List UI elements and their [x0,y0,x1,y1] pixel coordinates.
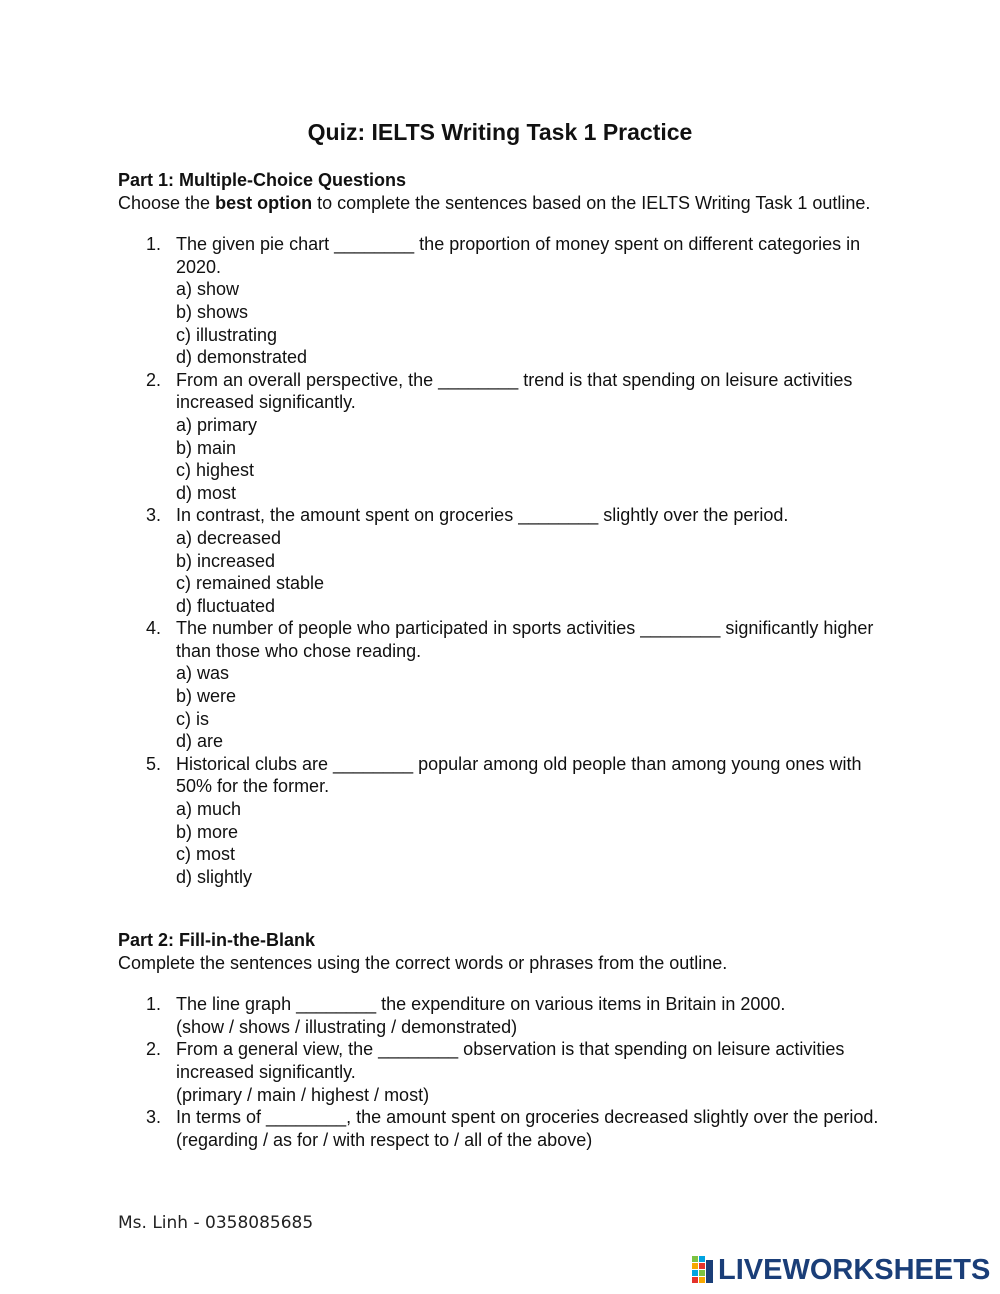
answer-option[interactable]: c) is [176,708,209,729]
answer-option[interactable]: d) most [176,482,237,503]
part1-instr-bold: best option [215,192,313,213]
question-text: The number of people who participated in sports activities ________ significantly higher than those who chose reading. [176,618,874,661]
part1-section [118,169,898,888]
question-number: 3. [146,1107,162,1128]
liveworksheets-logo[interactable] [692,1252,990,1288]
answer-option[interactable]: a) was [176,663,230,684]
question-number: 5. [146,753,162,774]
mc-question-3 [118,504,898,617]
answer-option[interactable]: a) decreased [176,527,282,548]
question-text: The line graph ________ the expenditure on various items in Britain in 2000. [176,994,786,1015]
fill-question-3 [118,1106,898,1151]
question-text: Historical clubs are ________ popular among old people than among young ones with 50% for the former. [176,753,862,797]
answer-option[interactable]: a) much [176,799,242,820]
part2-heading: Part 2: Fill-in-the-Blank [118,930,316,950]
answer-option[interactable]: d) slightly [176,866,253,887]
answer-option[interactable]: b) more [176,821,239,842]
answer-option[interactable]: a) show [176,279,240,300]
mc-question-5 [118,753,898,889]
answer-option[interactable]: c) remained stable [176,573,325,594]
question-number: 4. [146,618,162,639]
mc-question-4 [118,617,898,753]
part2-instructions: Complete the sentences using the correct words or phrases from the outline. [118,952,728,973]
question-number: 2. [146,1039,162,1060]
brand-name: LIVEWORKSHEETS [718,1254,991,1286]
question-number: 1. [146,994,162,1015]
question-number: 2. [146,369,162,390]
question-text: In contrast, the amount spent on groceries ________ slightly over the period. [176,505,789,526]
question-text: From an overall perspective, the ________ trend is that spending on leisure activities increased significantly. [176,369,853,413]
word-choices: (primary / main / highest / most) [176,1084,430,1105]
part1-question-list [118,233,898,888]
part1-heading: Part 1: Multiple-Choice Questions [118,170,407,190]
answer-option[interactable]: a) primary [176,414,258,435]
part2-question-list [118,993,898,1151]
answer-option[interactable]: b) increased [176,550,276,571]
question-text: The given pie chart ________ the proportion of money spent on different categories in 2020. [176,234,861,277]
answer-option[interactable]: c) most [176,844,236,865]
question-text: In terms of ________, the amount spent on groceries decreased slightly over the period. [176,1107,879,1128]
answer-option[interactable]: b) main [176,437,237,458]
fill-question-1 [118,993,898,1038]
answer-option[interactable]: b) were [176,686,237,707]
liveworksheets-logo-icon [692,1256,714,1284]
part1-instr-before: Choose the [118,192,216,213]
word-choices: (show / shows / illustrating / demonstrated) [176,1016,518,1037]
author-contact: Ms. Linh - 0358085685 [118,1213,314,1233]
question-number: 3. [146,505,162,526]
fill-question-2 [118,1038,898,1106]
answer-option[interactable]: c) highest [176,460,255,481]
answer-option[interactable]: d) are [176,731,224,752]
part1-instr-after: to complete the sentences based on the IELTS Writing Task 1 outline. [312,192,871,213]
answer-option[interactable]: c) illustrating [176,324,278,345]
question-number: 1. [146,234,162,255]
page-title: Quiz: IELTS Writing Task 1 Practice [307,119,693,145]
answer-option[interactable]: d) demonstrated [176,347,308,368]
question-text: From a general view, the ________ observation is that spending on leisure activities increased significantly. [176,1039,845,1082]
answer-option[interactable]: d) fluctuated [176,595,276,616]
part2-section [118,929,898,1151]
answer-option[interactable]: b) shows [176,301,249,322]
mc-question-2 [118,369,898,505]
mc-question-1 [118,233,898,369]
part1-instructions [118,192,898,215]
word-choices: (regarding / as for / with respect to / all of the above) [176,1129,593,1150]
